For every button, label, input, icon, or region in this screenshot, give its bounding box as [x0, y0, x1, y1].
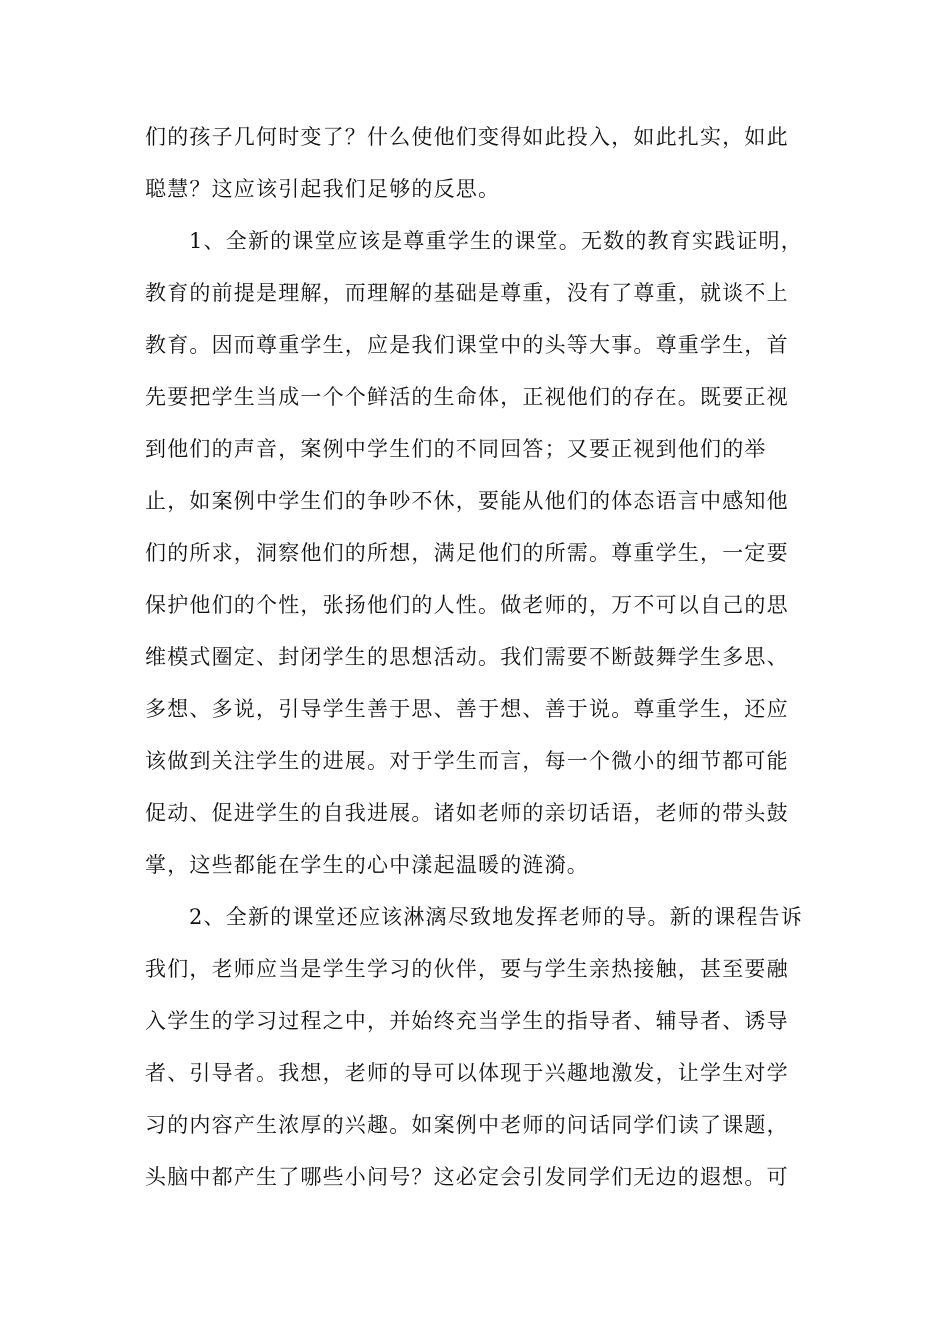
text-line: 该做到关注学生的进展。对于学生而言，每一个微小的细节都可能 [145, 749, 789, 773]
text-line: 我们，老师应当是学生学习的伙伴，要与学生亲热接触，甚至要融 [145, 957, 789, 981]
text-line: 习的内容产生浓厚的兴趣。如案例中老师的问话同学们读了课题， [145, 1113, 789, 1137]
text-line: 促动、促进学生的自我进展。诸如老师的亲切话语，老师的带头鼓 [145, 801, 789, 825]
text-line: 头脑中都产生了哪些小问号？这必定会引发同学们无边的遐想。可 [145, 1165, 789, 1189]
text-line: 入学生的学习过程之中，并始终充当学生的指导者、辅导者、诱导 [145, 1009, 789, 1033]
body-text [145, 120, 805, 1212]
text-line: 多想、多说，引导学生善于思、善于想、善于说。尊重学生，还应 [145, 697, 789, 721]
text-line: 们的所求，洞察他们的所想，满足他们的所需。尊重学生，一定要 [145, 541, 789, 565]
text-line: 维模式圈定、封闭学生的思想活动。我们需要不断鼓舞学生多思、 [145, 645, 789, 669]
text-line: 先要把学生当成一个个鲜活的生命体，正视他们的存在。既要正视 [145, 385, 789, 409]
text-line: 聪慧？这应该引起我们足够的反思。 [145, 177, 501, 201]
paragraph-start-line: 2、全新的课堂还应该淋漓尽致地发挥老师的导。新的课程告诉 [189, 905, 803, 929]
text-line: 保护他们的个性，张扬他们的人性。做老师的，万不可以自己的思 [145, 593, 789, 617]
paragraph-start-line: 1、全新的课堂应该是尊重学生的课堂。无数的教育实践证明， [189, 229, 803, 253]
text-line: 们的孩子几何时变了？什么使他们变得如此投入，如此扎实，如此 [145, 125, 789, 149]
text-line: 止，如案例中学生们的争吵不休，要能从他们的体态语言中感知他 [145, 489, 789, 513]
text-line: 教育。因而尊重学生，应是我们课堂中的头等大事。尊重学生，首 [145, 333, 789, 357]
text-line: 者、引导者。我想，老师的导可以体现于兴趣地激发，让学生对学 [145, 1061, 789, 1085]
text-line: 掌，这些都能在学生的心中漾起温暖的涟漪。 [145, 853, 589, 877]
text-line: 到他们的声音，案例中学生们的不同回答；又要正视到他们的举 [145, 437, 767, 461]
text-line: 教育的前提是理解，而理解的基础是尊重，没有了尊重，就谈不上 [145, 281, 789, 305]
